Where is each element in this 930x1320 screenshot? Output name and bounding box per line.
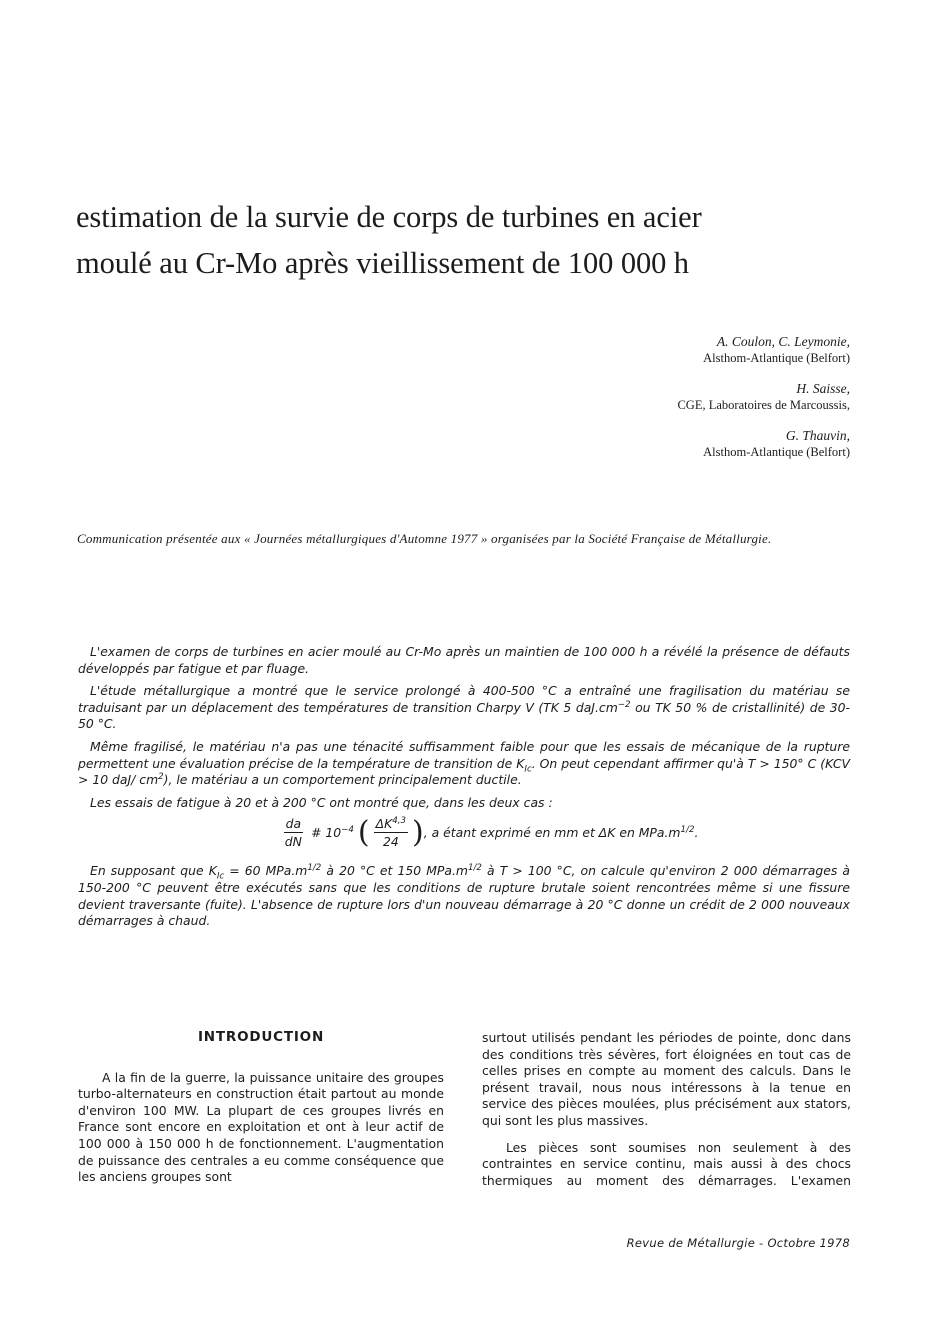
abstract-paragraph-5 (78, 863, 850, 929)
subscript: Ic (216, 871, 225, 882)
formula-tail-text: . (694, 825, 699, 841)
abstract-text: ), le matériau a un comportement principalement ductile. (163, 772, 522, 788)
author-affiliation: Alsthom-Atlantique (Belfort) (703, 351, 850, 365)
abstract-text: à 20 °C et 150 MPa.m (321, 863, 468, 879)
formula-lhs-fraction (284, 817, 303, 849)
superscript: 2 (158, 772, 164, 783)
formula-tail-text: , a étant exprimé en mm et ΔK en MPa.m (423, 825, 681, 841)
formula-numerator: da (285, 816, 302, 832)
abstract-paragraph-2 (78, 683, 850, 733)
abstract-text: = 60 MPa.m (224, 863, 308, 879)
authors-block (450, 333, 850, 474)
formula-denominator: 24 (382, 834, 399, 850)
formula-op-text: # 10 (311, 825, 342, 841)
left-paren-glyph: ( (357, 815, 370, 851)
author-affiliation: Alsthom-Atlantique (Belfort) (703, 445, 850, 459)
superscript: 1/2 (307, 863, 322, 874)
author-entry (450, 427, 850, 461)
article-title (76, 194, 876, 286)
superscript: 1/2 (468, 863, 482, 874)
title-line-2: moulé au Cr-Mo après vieillissement de 100 000 h (76, 246, 689, 280)
formula-operator (311, 825, 354, 842)
formula-inner-fraction (374, 817, 408, 849)
abstract-text: . On peut cependant affirmer qu'à T > 150° C (KCV > 10 daJ/ cm (78, 755, 850, 788)
superscript: 4,3 (392, 816, 407, 827)
author-affiliation: CGE, Laboratoires de Marcoussis, (677, 398, 850, 412)
subscript: Ic (524, 764, 532, 775)
abstract-paragraph-1: L'examen de corps de turbines en acier moulé au Cr-Mo après un maintien de 100 000 h a révélé la présence de défauts développés par fatigue et par fluage. (78, 644, 850, 676)
author-entry (450, 333, 850, 367)
author-name: G. Thauvin, (785, 428, 850, 443)
abstract-text: à T > 100 °C, on calcule qu'environ 2 000 démarrages à 150-200 °C peuvent être exécutés sans que les conditions de rupture brutale soient rencontrées même si une fissure devient traversante (fuite). L'absence de rupture lors d'un nouveau démarrage à 20 °C donne un crédit de 2 000 nouveaux démarrages à chaud. (78, 863, 851, 929)
formula-tail (424, 825, 699, 842)
abstract-text: L'étude métallurgique a montré que le service prolongé à 400-500 °C a entraîné une fragilisation du matériau se traduisant par un déplacement des températures de transition Charpy V (TK 5 daJ.cm (78, 683, 850, 715)
abstract-text: Même fragilisé, le matériau n'a pas une ténacité suffisamment faible pour que les essais de mécanique de la rupture permettent une évaluation précise de la température de transition de K (78, 738, 850, 771)
title-line-1: estimation de la survie de corps de turbines en acier (76, 200, 702, 234)
author-name: A. Coulon, C. Leymonie, (716, 334, 850, 349)
abstract-text: ou TK 50 % de cristallinité) de 30-50 °C. (78, 699, 850, 732)
formula-denominator: dN (284, 834, 302, 850)
abstract-paragraph-3 (78, 739, 850, 789)
communication-note: Communication présentée aux « Journées métallurgiques d'Automne 1977 » organisées par la Société Française de Métallurgie. (77, 531, 772, 546)
section-heading: INTRODUCTION (197, 1029, 325, 1045)
body-paragraph: Les pièces sont soumises non seulement à des contraintes en service continu, mais aussi à des chocs thermiques au moment des démarrages. L'examen (482, 1139, 851, 1188)
fatigue-formula (78, 817, 850, 849)
journal-footer: Revue de Métallurgie - Octobre 1978 (626, 1236, 850, 1250)
abstract-text: En supposant que K (90, 863, 217, 879)
abstract-paragraph-4: Les essais de fatigue à 20 et à 200 °C ont montré que, dans les deux cas : (90, 794, 553, 810)
right-paren-glyph: ) (412, 815, 424, 851)
body-column-right (482, 1030, 851, 1189)
body-paragraph: A la fin de la guerre, la puissance unitaire des groupes turbo-alternateurs en construction était partout au monde d'environ 100 MW. La plupart de ces groupes livrés en France sont encore en exploitation et ont à leur actif de 100 000 à 150 000 h de fonctionnement. L'augmentation de puissance des centrales a eu comme conséquence que les anciens groupes sont (78, 1069, 444, 1185)
superscript: −2 (617, 699, 631, 710)
superscript: −4 (341, 824, 354, 835)
abstract (78, 644, 850, 936)
body-paragraph: surtout utilisés pendant les périodes de pointe, donc dans des conditions très sévères, fort éloignées en tout cas de celles prises en compte au moment des calculs. Dans le présent travail, nous nous intéressons à la tenue en service des pièces moulées, plus précisément aux stators, qui sont les plus massives. (482, 1030, 851, 1128)
formula-numerator (374, 817, 408, 833)
superscript: 1/2 (680, 824, 695, 835)
formula-num-text: ΔK (375, 816, 393, 832)
author-entry (450, 380, 850, 414)
body-column-left (78, 1029, 444, 1186)
author-name: H. Saisse, (796, 381, 850, 396)
